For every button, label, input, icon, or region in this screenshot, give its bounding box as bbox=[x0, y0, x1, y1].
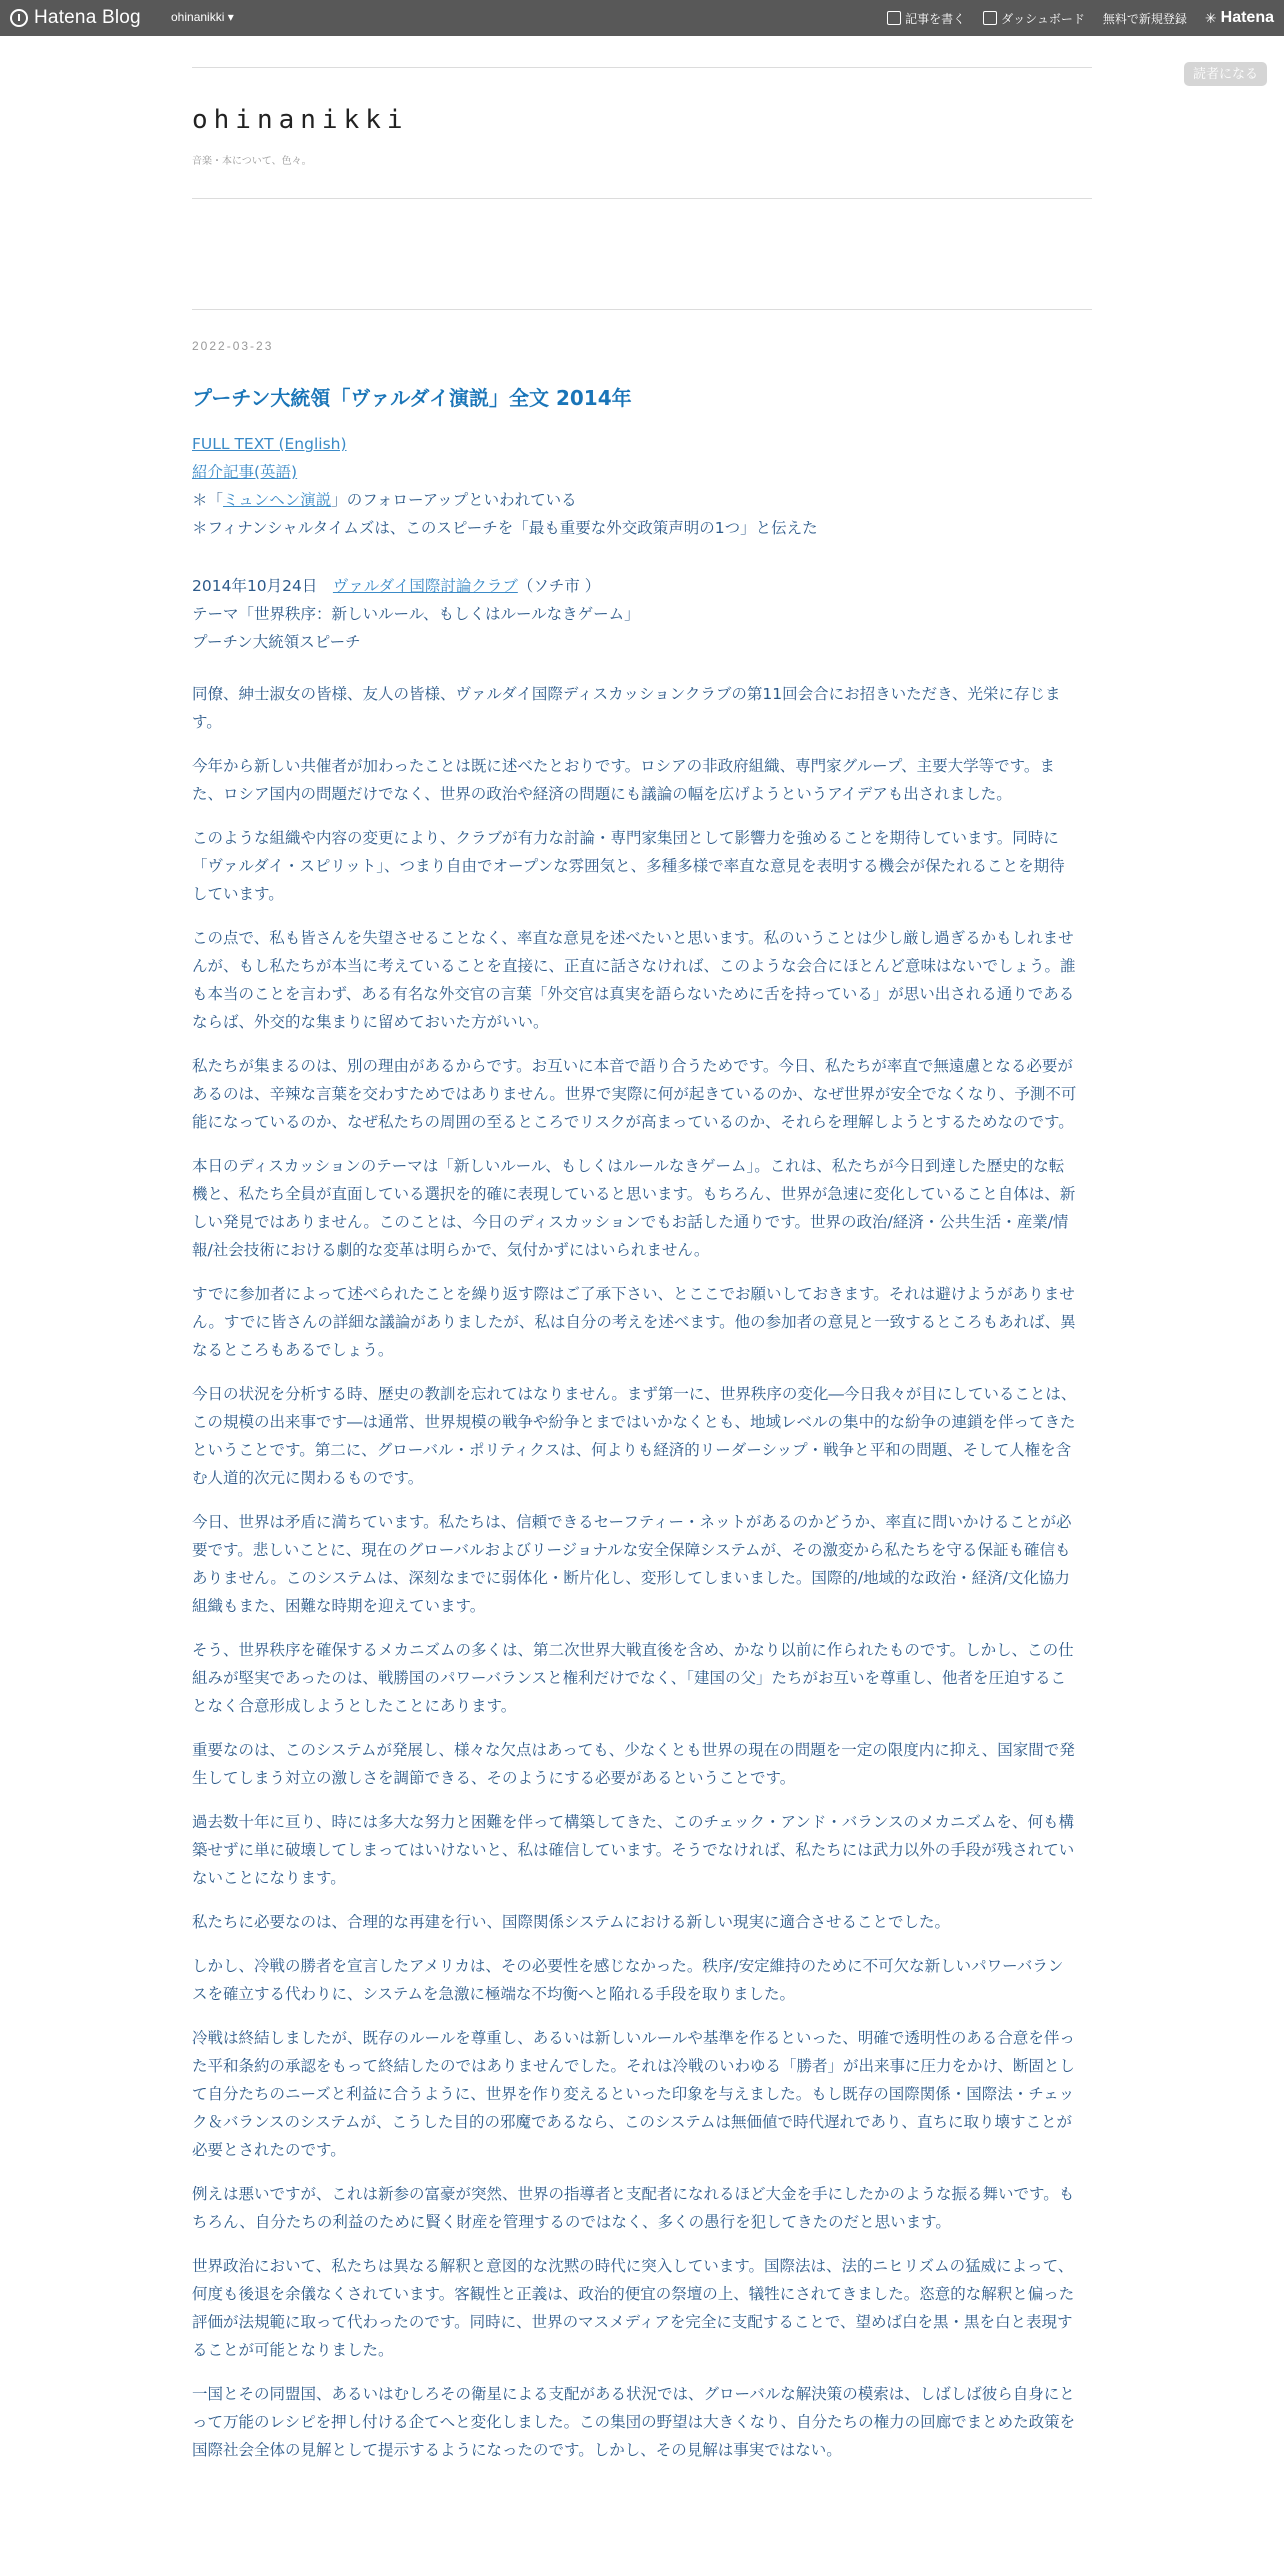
paragraph: 例えは悪いですが、これは新参の富豪が突然、世界の指導者と支配者になれるほど大金を手にしたかのような振る舞いです。もちろん、自分たちの利益のために賢く財産を管理するのではなく、多くの愚行を犯してきたのだと思います。 bbox=[192, 2185, 1075, 2231]
paragraph: しかし、冷戦の勝者を宣言したアメリカは、その必要性を感じなかった。秩序/安定維持のために不可欠な新しいパワーバランスを確立する代わりに、システムを急激に極端な不均衡へと陥れる手段を取りました。 bbox=[192, 1957, 1064, 2003]
full-text-link[interactable]: FULL TEXT (English) bbox=[192, 435, 347, 453]
hatena-blog-logo[interactable] bbox=[10, 6, 141, 30]
write-article-button[interactable] bbox=[887, 10, 965, 27]
paragraph: そう、世界秩序を確保するメカニズムの多くは、第二次世界大戦直後を含め、かなり以前に作られたものです。しかし、この仕組みが堅実であったのは、戦勝国のパワーバランスと権利だけでなく、「建国の父」たちがお互いを尊重し、他者を圧迫することなく合意形成しようとしたことにあります。 bbox=[192, 1641, 1074, 1715]
meta-date: 2014年10月24日 bbox=[192, 577, 333, 595]
hatena-label: Hatena bbox=[1220, 9, 1274, 26]
note-suffix: 」のフォローアップといわれている bbox=[331, 491, 577, 509]
hatena-star-icon: ✳ bbox=[1204, 9, 1217, 26]
paragraph: この点で、私も皆さんを失望させることなく、率直な意見を述べたいと思います。私のいうことは少し厳し過ぎるかもしれませんが、もし私たちが本当に考えていることを直接に、正直に話さなければ、このような会合にほとんど意味はないでしょう。誰も本当のことを言わず、ある有名な外交官の言葉「外交官は真実を語らないために舌を持っている」が思い出される通りであるならば、外交的な集まりに留めておいた方がいい。 bbox=[192, 929, 1076, 1031]
header-bottom-divider bbox=[192, 198, 1092, 199]
paragraph: 重要なのは、このシステムが発展し、様々な欠点はあっても、少なくとも世界の現在の問題を一定の限度内に抑え、国家間で発生してしまう対立の激しさを調節できる、そのようにする必要があるということです。 bbox=[192, 1741, 1075, 1787]
paragraph: 本日のディスカッションのテーマは「新しいルール、もしくはルールなきゲーム」。これは、私たちが今日到達した歴史的な転機と、私たち全員が直面している選択を的確に表現していると思います。もちろん、世界が急速に変化していること自体は、新しい発見ではありません。このことは、今日のディスカッションでもお話した通りです。世界の政治/経済・公共生活・産業/情報/社会技術における劇的な変革は明らかで、気付かずにはいられません。 bbox=[192, 1157, 1076, 1259]
intro-article-link[interactable]: 紹介記事(英語) bbox=[192, 463, 298, 481]
paragraph: 同僚、紳士淑女の皆様、友人の皆様、ヴァルダイ国際ディスカッションクラブの第11回会合にお招きいただき、光栄に存じます。 bbox=[192, 685, 1061, 731]
entry-date[interactable]: 2022-03-23 bbox=[192, 339, 274, 353]
munich-speech-link[interactable]: ミュンヘン演説 bbox=[223, 491, 332, 509]
entry-title[interactable]: プーチン大統領「ヴァルダイ演説」全文 2014年 bbox=[192, 386, 632, 410]
paragraph: 今年から新しい共催者が加わったことは既に述べたとおりです。ロシアの非政府組織、専門家グループ、主要大学等です。また、ロシア国内の問題だけでなく、世界の政治や経済の問題にも議論の幅を広げようというアイデアも出されました。 bbox=[192, 757, 1055, 803]
global-header bbox=[0, 0, 1284, 36]
write-article-label: 記事を書く bbox=[905, 11, 966, 26]
meta-speech: プーチン大統領スピーチ bbox=[192, 633, 361, 651]
paragraph: このような組織や内容の変更により、クラブが有力な討論・専門家集団として影響力を強めることを期待しています。同時に「ヴァルダイ・スピリット」、つまり自由でオープンな雰囲気と、多種多様で率直な意見を表明する機会が保たれることを期待しています。 bbox=[192, 829, 1065, 903]
paragraph: 今日の状況を分析する時、歴史の教訓を忘れてはなりません。まず第一に、世界秩序の変化―今日我々が目にしていることは、この規模の出来事です―は通常、世界規模の戦争や紛争とまではいかなくとも、地域レベルの集中的な紛争の連鎖を伴ってきたということです。第二に、グローバル・ポリティクスは、何よりも経済的リーダーシップ・戦争と平和の問題、そして人権を含む人道的次元に関わるものです。 bbox=[192, 1385, 1077, 1487]
dashboard-icon bbox=[983, 11, 997, 25]
entry-content bbox=[192, 430, 1078, 2480]
hatena-menu[interactable] bbox=[1205, 9, 1274, 27]
edit-icon bbox=[887, 11, 901, 25]
paragraph: 私たちに必要なのは、合理的な再建を行い、国際関係システムにおける新しい現実に適合させることでした。 bbox=[192, 1913, 950, 1931]
dashboard-label: ダッシュボード bbox=[1001, 11, 1085, 26]
blog-title[interactable]: ohinanikki bbox=[192, 105, 409, 135]
entry-top-divider bbox=[192, 309, 1092, 310]
note-ft: ＊フィナンシャルタイムズは、このスピーチを「最も重要な外交政策声明の1つ」と伝えた bbox=[192, 519, 818, 537]
note-munich bbox=[192, 486, 1078, 514]
paragraph: 冷戦は終結しましたが、既存のルールを尊重し、あるいは新しいルールや基準を作るといった、明確で透明性のある合意を伴った平和条約の承認をもって終結したのではありませんでした。それは冷戦のいわゆる「勝者」が出来事に圧力をかけ、断固として自分たちのニーズと利益に合うように、世界を作り変えるといった印象を与えました。もし既存の国際関係・国際法・チェック＆バランスのシステムが、こうした目的の邪魔であるなら、このシステムは無価値で時代遅れであり、直ちに取り壊すことが必要とされたのです。 bbox=[192, 2029, 1075, 2159]
subscribe-button[interactable]: 読者になる bbox=[1184, 62, 1267, 86]
register-link[interactable]: 無料で新規登録 bbox=[1102, 11, 1187, 26]
meta-line bbox=[192, 572, 1078, 600]
logo-text: Hatena Blog bbox=[34, 7, 141, 28]
paragraph: 今日、世界は矛盾に満ちています。私たちは、信頼できるセーフティー・ネットがあるのかどうか、率直に問いかけることが必要です。悲しいことに、現在のグローバルおよびリージョナルな安全保障システムが、その激変から私たちを守る保証も確信もありません。このシステムは、深刻なまでに弱体化・断片化し、変形してしまいました。国際的/地域的な政治・経済/文化協力組織もまた、困難な時期を迎えています。 bbox=[192, 1513, 1072, 1615]
note-prefix: ＊「 bbox=[192, 491, 224, 509]
valdai-club-link[interactable]: ヴァルダイ国際討論クラブ bbox=[332, 577, 518, 595]
header-actions bbox=[887, 0, 1274, 36]
meta-place: （ソチ市 ） bbox=[517, 577, 601, 595]
paragraph: 一国とその同盟国、あるいはむしろその衛星による支配がある状況では、グローバルな解決策の模索は、しばしば彼ら自身にとって万能のレシピを押し付ける企てへと変化しました。この集団の野望は大きくなり、自分たちの権力の回廊でまとめた政策を国際社会全体の見解として提示するようになったのです。しかし、その見解は事実ではない。 bbox=[192, 2385, 1076, 2459]
hatena-logo-icon bbox=[10, 9, 28, 27]
blog-menu-dropdown[interactable]: ohinanikki ▾ bbox=[171, 10, 234, 24]
meta-theme: テーマ「世界秩序：新しいルール、もしくはルールなきゲーム」 bbox=[192, 605, 640, 623]
paragraph: 世界政治において、私たちは異なる解釈と意図的な沈黙の時代に突入しています。国際法は、法的ニヒリズムの猛威によって、何度も後退を余儀なくされています。客観性と正義は、政治的便宜の祭壇の上、犠牲にされてきました。恣意的な解釈と偏った評価が法規範に取って代わったのです。同時に、世界のマスメディアを完全に支配することで、望めば白を黒・黒を白と表現することが可能となりました。 bbox=[192, 2257, 1075, 2359]
paragraph: すでに参加者によって述べられたことを繰り返す際はご了承下さい、とここでお願いしておきます。それは避けようがありません。すでに皆さんの詳細な議論がありましたが、私は自分の考えを述べます。他の参加者の意見と一致するところもあれば、異なるところもあるでしょう。 bbox=[192, 1285, 1076, 1359]
paragraph: 私たちが集まるのは、別の理由があるからです。お互いに本音で語り合うためです。今日、私たちが率直で無遠慮となる必要があるのは、辛辣な言葉を交わすためではありません。世界で実際に何が起きているのか、なぜ世界が安全でなくなり、予測不可能になっているのか、なぜ私たちの周囲の至るところでリスクが高まっているのか、それらを理解しようとするためなのです。 bbox=[192, 1057, 1077, 1131]
paragraph: 過去数十年に亘り、時には多大な努力と困難を伴って構築してきた、このチェック・アンド・バランスのメカニズムを、何も構築せずに単に破壊してしまってはいけないと、私は確信しています。そうでなければ、私たちには武力以外の手段が残されていないことになります。 bbox=[192, 1813, 1075, 1887]
blog-description: 音楽・本について、色々。 bbox=[192, 156, 312, 167]
dashboard-button[interactable] bbox=[983, 10, 1085, 27]
header-top-divider bbox=[192, 67, 1092, 68]
